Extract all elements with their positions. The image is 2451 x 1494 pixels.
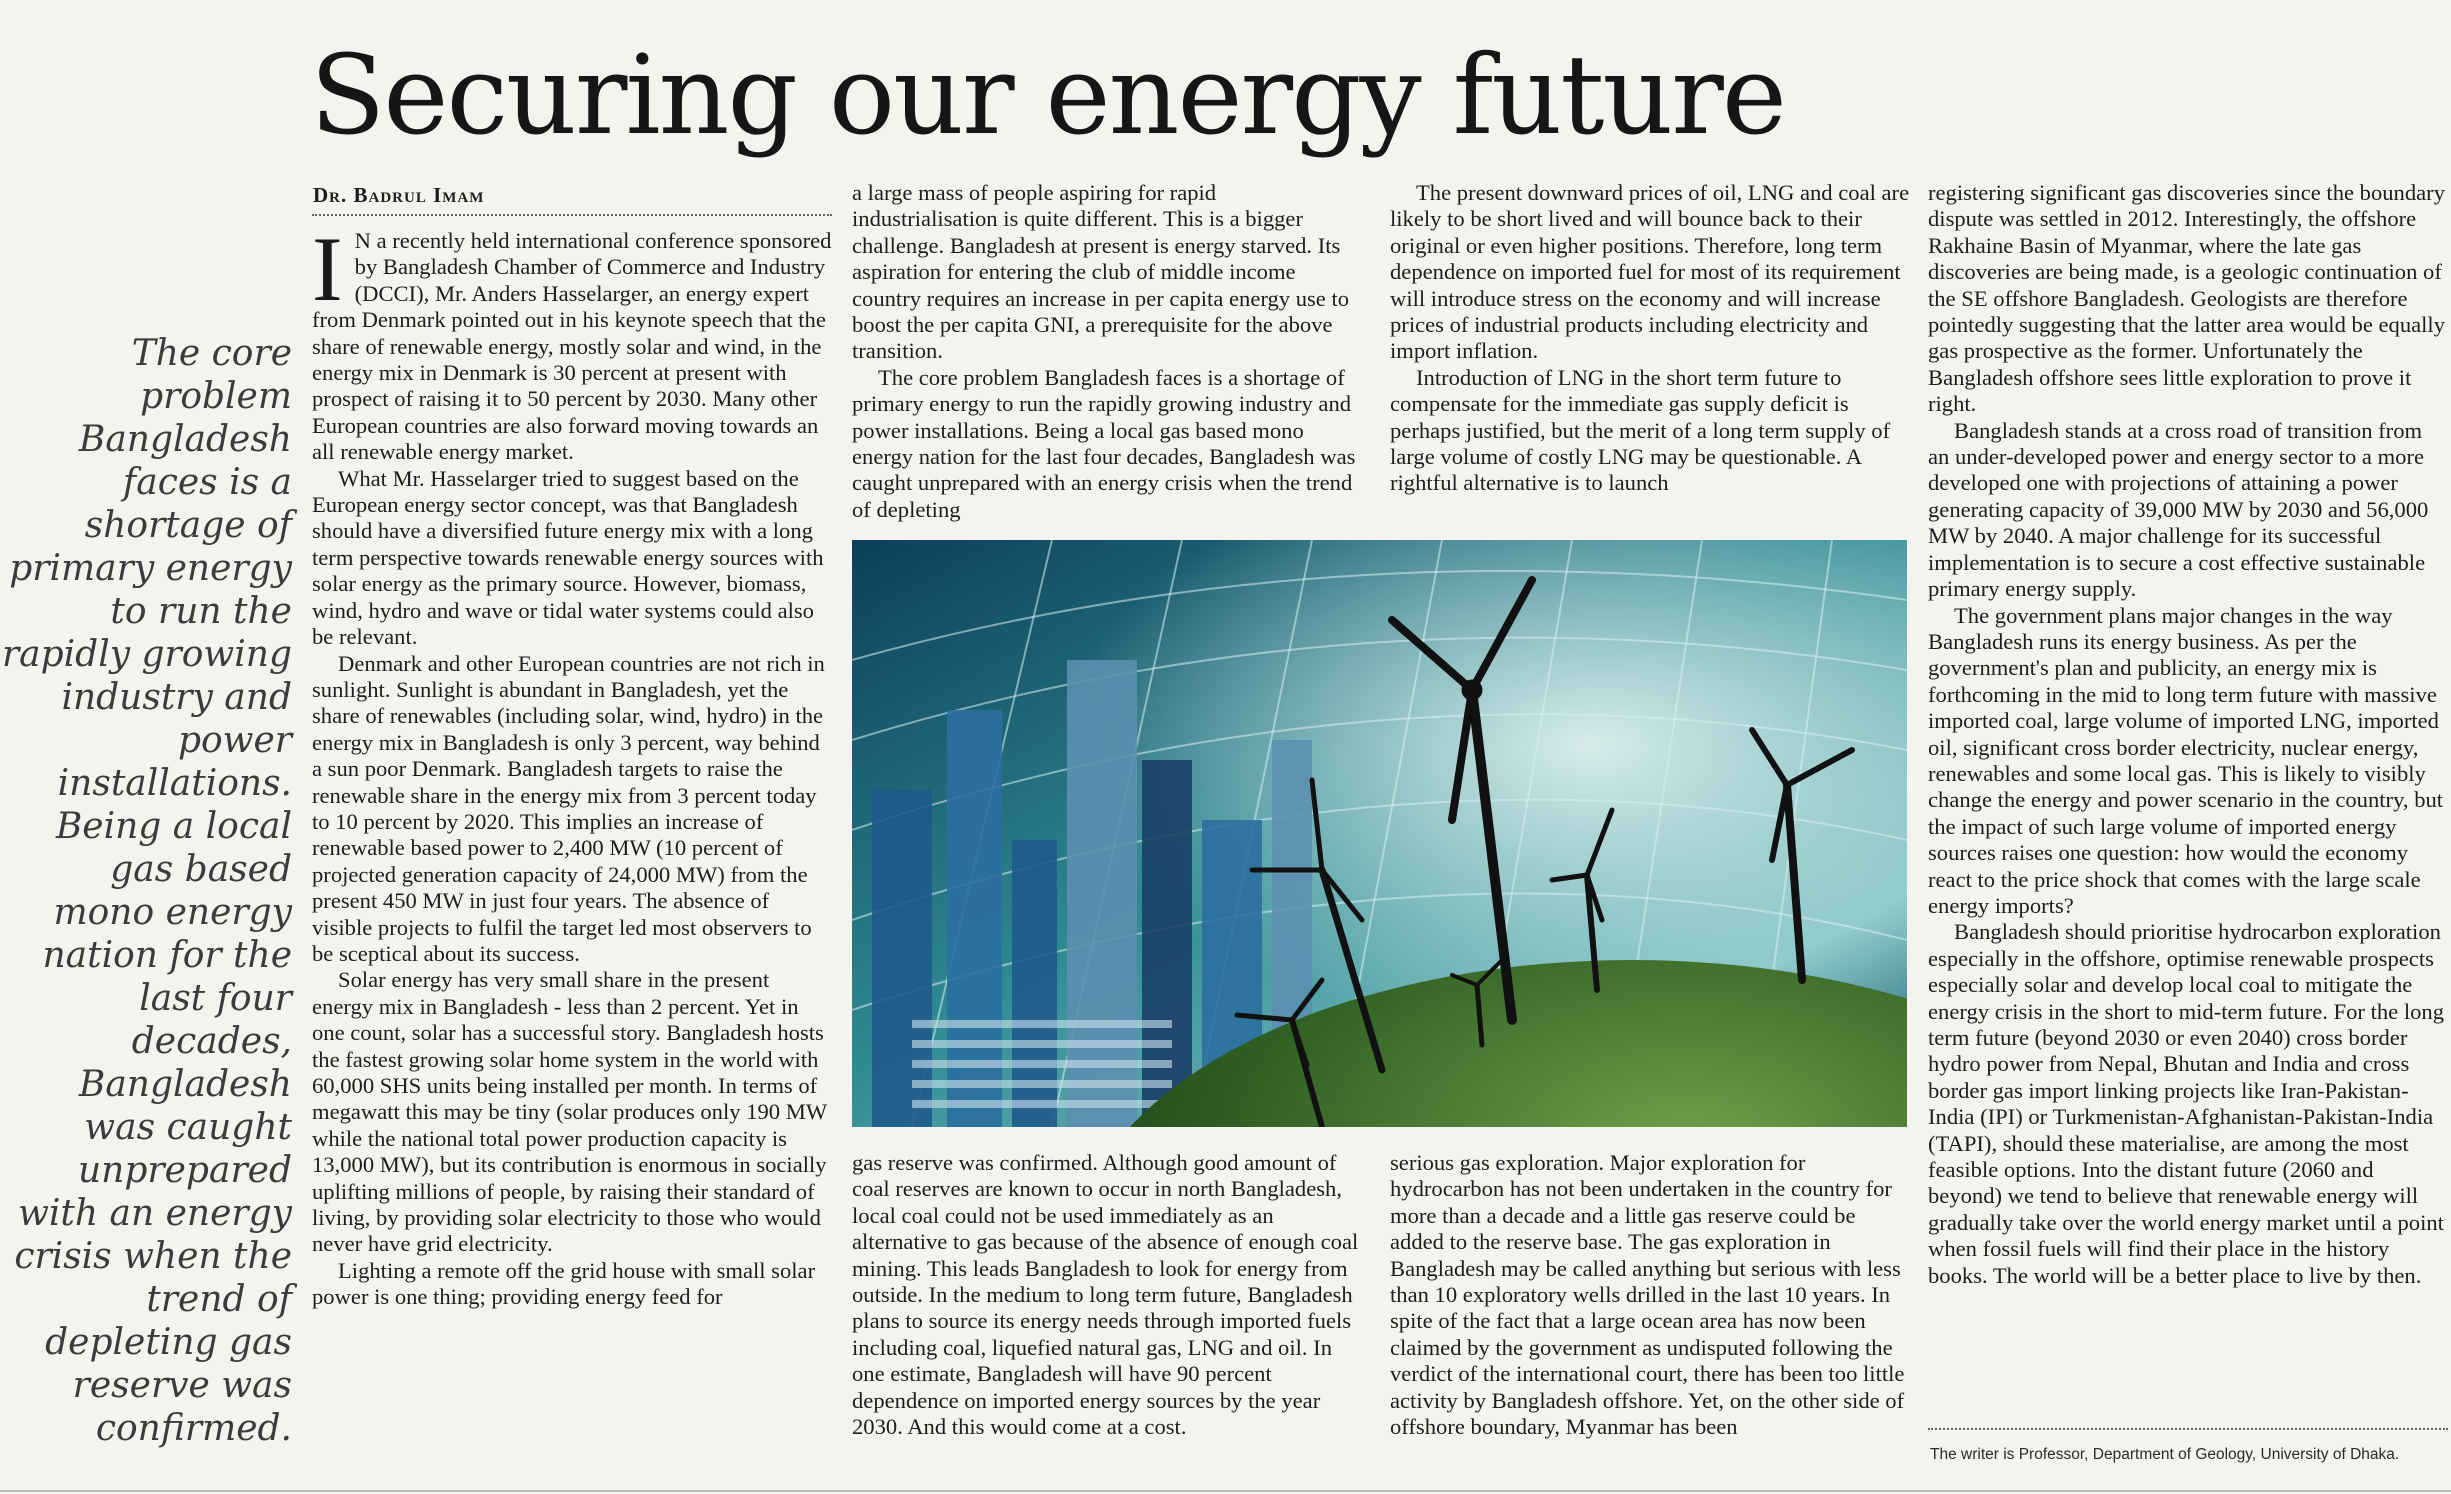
paragraph: gas reserve was confirmed. Although good amount of coal reserves are known to occur in north Bangladesh, local coal could not be used immediately as an alternative to gas because of the absence of enough coal mining. This leads Bangladesh to look for energy from outside. In the medium to long term future, Bangladesh plans to source its energy needs through imported fuels including coal, liquefied natural gas, LNG and oil. In one estimate, Bangladesh will have 90 percent dependence on imported energy sources by the year 2030. And this would come at a cost. xyxy=(852,1150,1359,1440)
paragraph: serious gas exploration. Major exploration for hydrocarbon has not been undertaken in the country for more than a decade and a little gas reserve could be added to the reserve base. The gas exploration in Bangladesh may be called anything but serious with less than 10 exploratory wells drilled in the last 10 years. In spite of the fact that a large ocean area has now been claimed by the government as undisputed following the verdict of the international court, there has been too little activity by Bangladesh offshore. Yet, on the other side of offshore boundary, Myanmar has been xyxy=(1390,1150,1905,1440)
headline: Securing our energy future xyxy=(310,31,1785,159)
paragraph: N a recently held international conference sponsored by Bangladesh Chamber of Commerce and Industry (DCCI), Mr. Anders Hasselarger, an energy expert from Denmark pointed out in his keynote speech that the share of renewable energy, mostly solar and wind, in the energy mix in Denmark is 30 percent at present with prospect of raising it to 50 percent by 2030. Many other European countries are also forward moving towards an all renewable energy market. xyxy=(312,228,832,465)
drop-cap: I xyxy=(312,228,343,320)
paragraph: Denmark and other European countries are not rich in sunlight. Sunlight is abundant in Bangladesh, yet the share of renewables (including solar, wind, hydro) in the energy mix in Bangladesh is only 3 percent, way behind a sun poor Denmark. Bangladesh targets to raise the renewable share in the energy mix from 3 percent today to 10 percent by 2020. This implies an increase of renewable based power to 2,400 MW (10 percent of projected generation capacity of 24,000 MW) from the present 450 MW in just four years. The absence of visible projects to fulfil the target led most observers to be sceptical about its success. xyxy=(312,650,825,966)
column-3-top xyxy=(1390,180,1910,522)
column-2-bottom xyxy=(852,1150,1364,1475)
paragraph: Bangladesh should prioritise hydrocarbon exploration especially in the offshore, optimise renewable prospects especially solar and develop local coal to mitigate the energy crisis in the short to mid-term future. For the long term future (beyond 2030 or even 2040) cross border hydro power from Nepal, Bhutan and India and cross border gas import linking projects like Iran-Pakistan-India (IPI) or Turkmenistan-Afghanistan-Pakistan-India (TAPI), should these materialise, are among the most feasible options. Into the distant future (2060 and beyond) we tend to believe that renewable energy will gradually take over the world energy market until a point when fossil fuels will find their place in the history books. The world will be a better place to live by then. xyxy=(1928,919,2445,1288)
paragraph: The core problem Bangladesh faces is a shortage of primary energy to run the rapidly growing industry and power installations. Being a local gas based mono energy nation for the last four decades, Bangladesh was caught unprepared with an energy crisis when the trend of depleting xyxy=(852,364,1356,522)
footer-divider xyxy=(1928,1428,2448,1430)
paragraph: Solar energy has very small share in the present energy mix in Bangladesh - less than 2 percent. Yet in one count, solar has a successful story. Bangladesh hosts the fastest growing solar home system in the world with 60,000 SHS units being installed per month. In terms of megawatt this may be tiny (solar produces only 190 MW while the national total power production capacity is 13,000 MW), but its contribution is enormous in socially uplifting millions of people, by raising their standard of living, by providing solar electricity to those who would never have grid electricity. xyxy=(312,967,827,1257)
column-4 xyxy=(1928,180,2448,1412)
column-2-top xyxy=(852,180,1364,522)
paragraph: a large mass of people aspiring for rapid industrialisation is quite different. This is a bigger challenge. Bangladesh at present is energy starved. Its aspiration for entering the club of middle income country requires an increase in per capita energy use to boost the per capita GNI, a prerequisite for the above transition. xyxy=(852,180,1350,364)
paragraph: registering significant gas discoveries since the boundary dispute was settled in 2012. Interestingly, the offshore Rakhaine Basin of Myanmar, where the late gas discoveries are being made, is a geologic continuation of the SE offshore Bangladesh. Geologists are therefore pointedly suggesting that the latter area would be equally gas prospective as the former. Unfortunately the Bangladesh offshore sees little exploration to prove it right. xyxy=(1928,180,2445,417)
byline: Dr. Badrul Imam xyxy=(313,183,485,207)
pull-quote: The core problem Bangladesh faces is a shortage of primary energy to run the rapidly growing industry and power installations. Being a local gas based mono energy nation for the last four decades, Bangladesh was caught unprepared with an energy crisis when the trend of depleting gas reserve was confirmed. xyxy=(1,333,292,1449)
paragraph: Introduction of LNG in the short term future to compensate for the immediate gas supply deficit is perhaps justified, but the merit of a long term supply of large volume of costly LNG may be questionable. A rightful alternative is to launch xyxy=(1390,364,1891,496)
paragraph: Bangladesh stands at a cross road of transition from an under-developed power and energy sector to a more developed one with projections of attaining a power generating capacity of 39,000 MW by 2030 and 56,000 MW by 2040. A major challenge for its successful implementation is to secure a cost effective sustainable primary energy supply. xyxy=(1928,417,2429,602)
byline-divider xyxy=(312,214,832,216)
page-bottom-rule xyxy=(0,1490,2451,1492)
paragraph: The present downward prices of oil, LNG and coal are likely to be short lived and will bounce back to their original or even higher positions. Therefore, long term dependence on imported fuel for most of its requirement will introduce stress on the economy and will increase prices of industrial products including electricity and import inflation. xyxy=(1390,180,1910,364)
paragraph: Lighting a remote off the grid house with small solar power is one thing; providing energy feed for xyxy=(312,1257,816,1310)
wind-turbines-solar-city-illustration xyxy=(852,540,1907,1127)
column-3-bottom xyxy=(1390,1150,1910,1475)
paragraph: The government plans major changes in the way Bangladesh runs its energy business. As per the government's plan and publicity, an energy mix is forthcoming in the mid to long term future with massive imported coal, large volume of imported LNG, imported oil, significant cross border electricity, nuclear energy, renewables and some local gas. This is likely to visibly change the energy and power scenario in the country, but the impact of such large volume of imported energy sources raises one question: how would the economy react to the price shock that comes with the large scale energy imports? xyxy=(1928,602,2444,918)
column-1 xyxy=(312,228,832,1473)
paragraph: What Mr. Hasselarger tried to suggest based on the European energy sector concept, was that Bangladesh should have a diversified future energy mix with a long term perspective towards renewable energy sources with solar energy as the primary source. However, biomass, wind, hydro and wave or tidal water systems could also be relevant. xyxy=(312,465,824,650)
author-note: The writer is Professor, Department of Geology, University of Dhaka. xyxy=(1930,1446,2400,1463)
